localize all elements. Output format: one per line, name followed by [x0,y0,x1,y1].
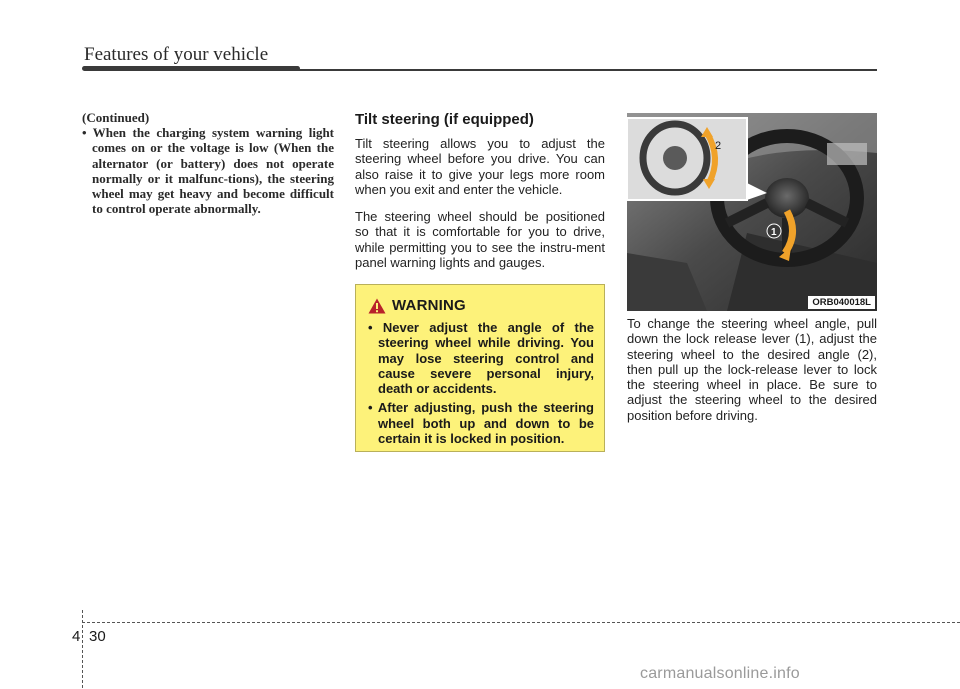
footer-horizontal-rule [82,622,960,623]
chapter-number: 4 [72,628,81,645]
section-heading: Tilt steering (if equipped) [355,111,534,128]
warning-item: • Never adjust the angle of the steering wheel while driving. You may lose steering control and cause severe personal injury, death or accidents. [368,320,594,397]
adjust-instructions: To change the steering wheel angle, pull down the lock release lever (1), adjust the steering wheel to the desired angle (2), then pull up the lock-release lever to lock the steering wheel in place. Be sure to adjust the steering wheel to the desired position before driving. [627,316,877,423]
warning-triangle-icon [368,298,386,314]
tilt-paragraph-1: Tilt steering allows you to adjust the steering wheel before you drive. You can also raise it to give your legs more room when you exit and enter the vehicle. [355,136,605,197]
page-header-title: Features of your vehicle [84,44,269,65]
warning-list [366,320,594,446]
charging-warning-bullet: • When the charging system warning light comes on or the voltage is low (When the alternator (or battery) does not operate normally or it malfunc-tions), the steering wheel may get heavy and become difficult to control operate abnormally. [82,125,334,217]
warning-title: WARNING [392,297,466,314]
right-column [627,316,877,435]
watermark-text: carmanualsonline.info [640,665,800,682]
tilt-steering-section [355,111,605,282]
warning-box [355,284,605,452]
callout-2-label: 2 [715,140,722,152]
header-rule-thick [82,66,300,71]
page-number: 30 [89,628,106,645]
steering-illustration [627,113,877,311]
warning-header [368,297,594,314]
figure-code: ORB040018L [808,296,875,309]
steering-wheel-photo [627,113,877,311]
callout-1-label: 1 [771,227,777,238]
left-column [82,110,334,216]
continued-label: (Continued) [82,110,150,125]
tilt-paragraph-2: The steering wheel should be positioned so that it is comfortable for you to drive, while permitting you to see the instru-ment panel warning lights and gauges. [355,209,605,271]
warning-item: • After adjusting, push the steering wheel both up and down to be certain it is locked in position. [368,400,594,447]
header-rule-thin [295,69,877,71]
